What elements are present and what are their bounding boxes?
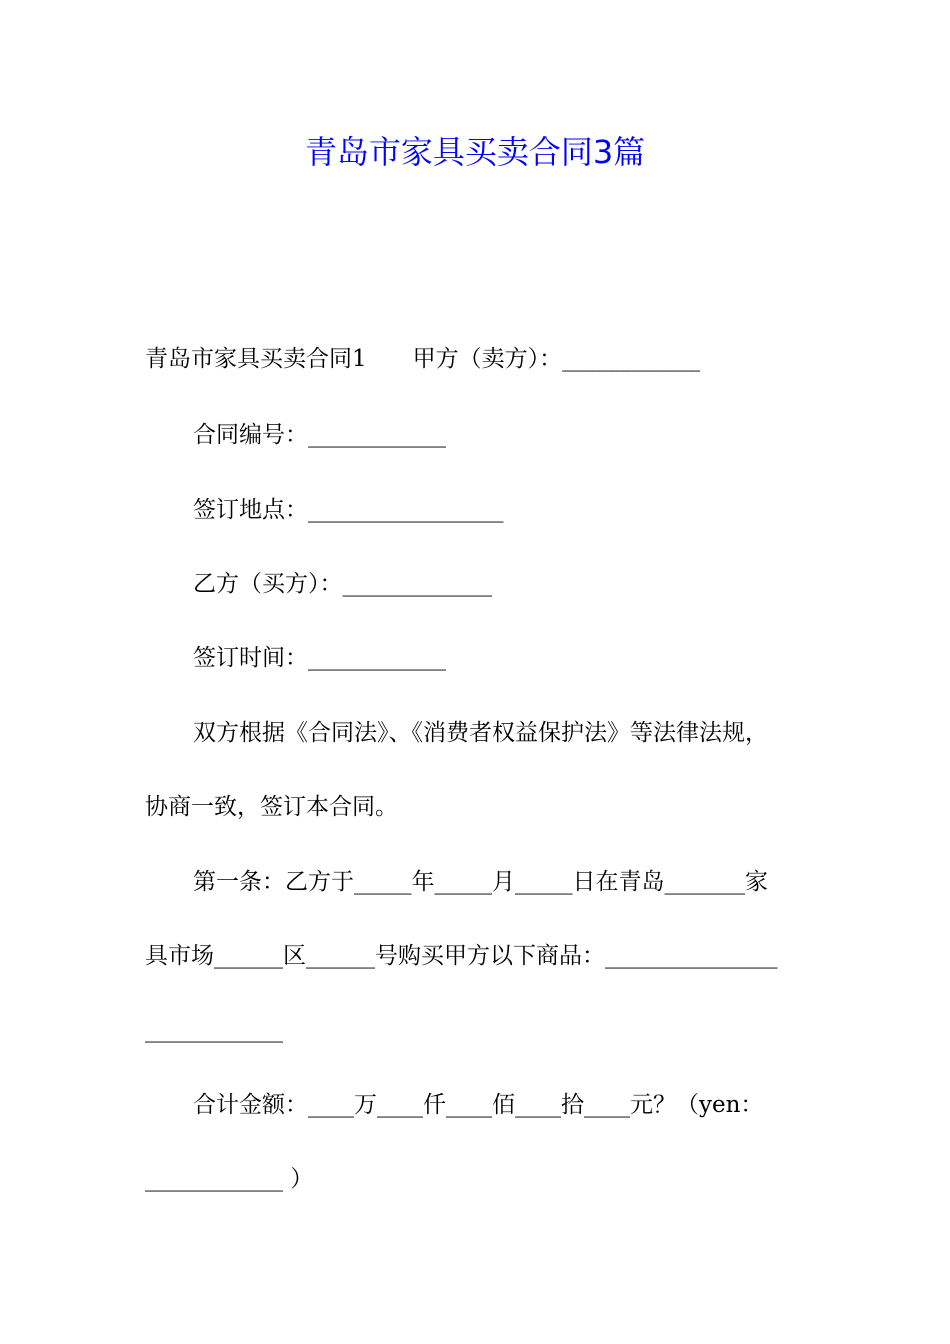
- total-amount-line: 合计金额：____万____仟____佰____拾____元？（yen：: [193, 1092, 764, 1118]
- contract-number-label: 合同编号：: [193, 422, 308, 448]
- party-b-label: 乙方（买方）：: [193, 571, 343, 597]
- signing-place-blank: _________________: [308, 497, 504, 523]
- article-1-line-1: 第一条：乙方于_____年_____月_____日在青岛_______家: [193, 869, 768, 895]
- contract-number-line: [193, 418, 446, 452]
- signing-place-line: [193, 493, 504, 527]
- signing-time-blank: ____________: [308, 645, 446, 671]
- article-1-line-2: 具市场______区______号购买甲方以下商品：_______________: [145, 943, 778, 969]
- party-b-line: [193, 567, 492, 601]
- contract-number-blank: ____________: [308, 422, 446, 448]
- preamble-line-1: 双方根据《合同法》、《消费者权益保护法》等法律法规，: [193, 720, 768, 746]
- signing-time-label: 签订时间：: [193, 645, 308, 671]
- signing-time-line: [193, 641, 446, 675]
- signing-place-label: 签订地点：: [193, 497, 308, 523]
- total-amount-yen-line: ____________ ）: [145, 1166, 314, 1192]
- party-a-line: [145, 342, 700, 376]
- document-title: 青岛市家具买卖合同3篇: [304, 133, 646, 171]
- preamble-line-2: 协商一致，签订本合同。: [145, 794, 398, 820]
- party-a-blank: ____________: [562, 346, 701, 372]
- party-b-blank: _____________: [342, 571, 492, 597]
- article-1-line-3: ____________: [145, 1017, 283, 1043]
- party-a-label: 青岛市家具买卖合同1 甲方（卖方）：: [145, 346, 563, 372]
